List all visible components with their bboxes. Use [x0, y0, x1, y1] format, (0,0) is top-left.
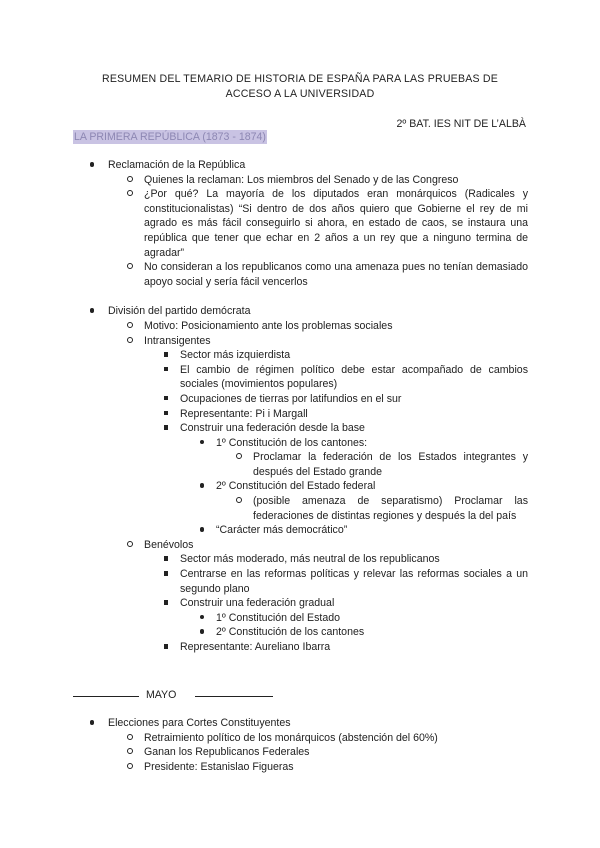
course-label: 2º BAT. IES NIT DE L’ALBÀ — [396, 118, 526, 130]
bullet-disc-icon — [197, 611, 207, 626]
list-item: Reclamación de la República — [108, 158, 528, 173]
list-item: “Carácter más democrático” — [216, 523, 528, 538]
title-line-2: ACCESO A LA UNIVERSIDAD — [225, 88, 375, 100]
bullet-circle-icon — [125, 731, 135, 746]
list-item: Elecciones para Cortes Constituyentes — [108, 716, 528, 731]
bullet-circle-icon — [234, 494, 244, 509]
bullet-square-icon — [161, 348, 171, 363]
bullet-circle-icon — [125, 760, 135, 775]
list-item: Motivo: Posicionamiento ante los problemas sociales — [144, 319, 528, 334]
bullet-disc-icon — [197, 523, 207, 538]
list-item: Intransigentes — [144, 334, 528, 349]
title-line-1: RESUMEN DEL TEMARIO DE HISTORIA DE ESPAÑA PARA LAS PRUEBAS DE — [101, 73, 499, 85]
elecciones-section — [0, 716, 600, 774]
list-item: Presidente: Estanislao Figueras — [144, 760, 528, 775]
divider-label: MAYO — [145, 689, 177, 701]
bullet-circle-icon — [125, 334, 135, 349]
section-content — [0, 158, 600, 655]
list-item: Benévolos — [144, 538, 528, 553]
list-item: Proclamar la federación de los Estados integrantes y después del Estado grande — [253, 450, 528, 479]
bullet-circle-icon — [125, 745, 135, 760]
list-item: ¿Por qué? La mayoría de los diputados eran monárquicos (Radicales y constitucionalistas) “Si dentro de dos años quiero que Gobierne el rey de mi agrado es más fácil conseguirlo si ahora, en estado de caos, se instaura una república que tener que echar en 2 años a un rey que a ninguno termina de agradar” — [144, 187, 528, 260]
bullet-square-icon — [161, 640, 171, 655]
bullet-square-icon — [161, 363, 171, 378]
divider-line-left — [73, 696, 139, 697]
bullet-circle-icon — [125, 538, 135, 553]
list-item: Sector más moderado, más neutral de los republicanos — [180, 552, 528, 567]
bullet-disc-icon — [197, 479, 207, 494]
list-item: Sector más izquierdista — [180, 348, 528, 363]
bullet-disc-icon — [87, 158, 97, 173]
list-item: 2º Constitución de los cantones — [216, 625, 528, 640]
list-item: Ocupaciones de tierras por latifundios en el sur — [180, 392, 528, 407]
bullet-circle-icon — [125, 260, 135, 275]
list-item: Construir una federación desde la base — [180, 421, 528, 436]
bullet-circle-icon — [125, 173, 135, 188]
list-item: El cambio de régimen político debe estar acompañado de cambios sociales (movimientos populares) — [180, 363, 528, 392]
list-item: Representante: Aureliano Ibarra — [180, 640, 528, 655]
list-item: 1º Constitución de los cantones: — [216, 436, 528, 451]
bullet-disc-icon — [197, 625, 207, 640]
bullet-circle-icon — [125, 187, 135, 202]
list-item: 1º Constitución del Estado — [216, 611, 528, 626]
bullet-square-icon — [161, 421, 171, 436]
list-item: Retraimiento político de los monárquicos (abstención del 60%) — [144, 731, 528, 746]
bullet-disc-icon — [87, 304, 97, 319]
document-title — [60, 72, 540, 102]
bullet-circle-icon — [234, 450, 244, 465]
bullet-square-icon — [161, 596, 171, 611]
list-item: Construir una federación gradual — [180, 596, 528, 611]
list-item: División del partido demócrata — [108, 304, 528, 319]
list-item: No consideran a los republicanos como una amenaza pues no tenían demasiado apoyo social y sería fácil vencerlos — [144, 260, 528, 289]
list-item: (posible amenaza de separatismo) Proclamar las federaciones de distintas regiones y después la del país — [253, 494, 528, 523]
bullet-square-icon — [161, 392, 171, 407]
list-item: Centrarse en las reformas políticas y relevar las reformas sociales a un segundo plano — [180, 567, 528, 596]
bullet-square-icon — [161, 407, 171, 422]
divider-line-right — [195, 696, 273, 697]
bullet-circle-icon — [125, 319, 135, 334]
list-item: Ganan los Republicanos Federales — [144, 745, 528, 760]
bullet-disc-icon — [87, 716, 97, 731]
bullet-square-icon — [161, 567, 171, 582]
list-item: Representante: Pi i Margall — [180, 407, 528, 422]
month-divider — [73, 688, 273, 702]
bullet-disc-icon — [197, 436, 207, 451]
list-item: 2º Constitución del Estado federal — [216, 479, 528, 494]
bullet-square-icon — [161, 552, 171, 567]
list-item: Quienes la reclaman: Los miembros del Senado y de las Congreso — [144, 173, 528, 188]
section-title-highlight: LA PRIMERA REPÚBLICA (1873 - 1874) — [74, 131, 266, 143]
